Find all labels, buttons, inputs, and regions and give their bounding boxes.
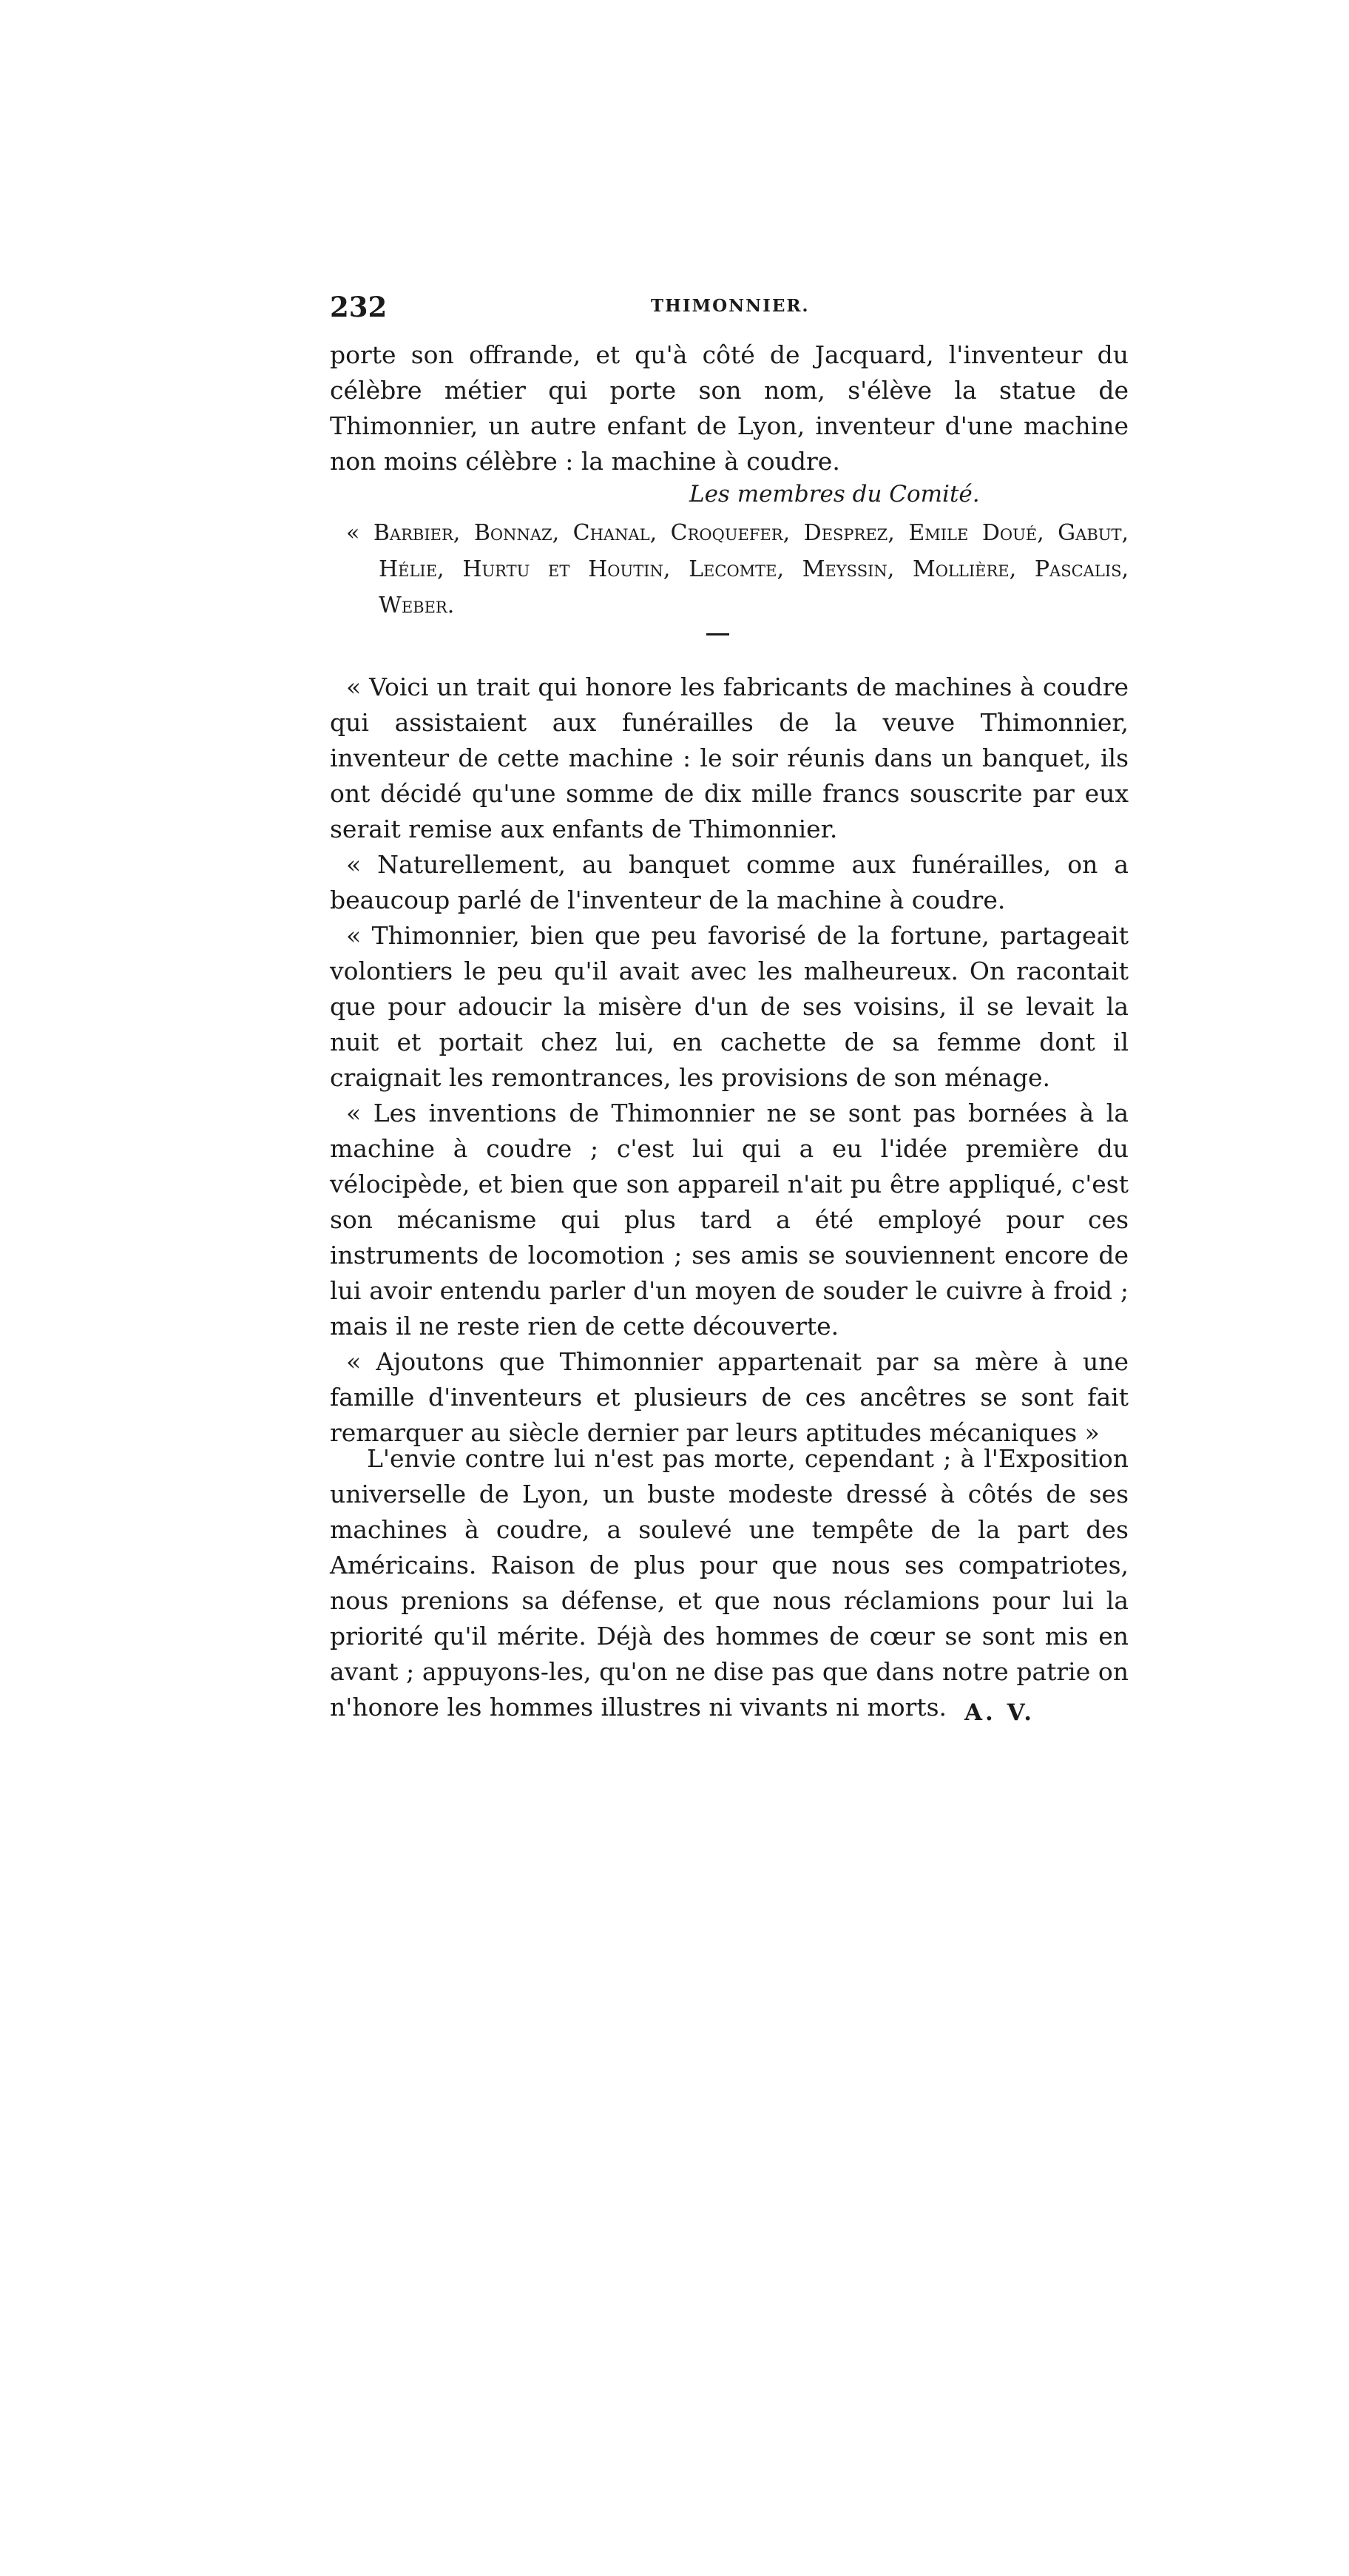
quote-paragraph: « Thimonnier, bien que peu favorisé de la fortune, partageait volontiers le peu qu'il avait avec les malheureux. On racontait que pour adoucir la misère d'un de ses voisins, il se levait la nuit et portait chez lui, en cachette de sa femme dont il craignait les remontrances, les provisions de son ménage. (330, 921, 1129, 1092)
intro-paragraph: porte son offrande, et qu'à côté de Jacquard, l'inventeur du célèbre métier qui porte son nom, s'élève la statue de Thimonnier, un autre enfant de Lyon, inventeur d'une machine non moins célèbre : la machine à coudre. (330, 340, 1129, 476)
quote-paragraph: « Voici un trait qui honore les fabricants de machines à coudre qui assistaient aux funérailles de la veuve Thimonnier, inventeur de cette machine : le soir réunis dans un banquet, ils ont décidé qu'une somme de dix mille francs souscrite par eux serait remise aux enfants de Thimonnier. (330, 672, 1129, 843)
quote-paragraph: « Naturellement, au banquet comme aux funérailles, on a beaucoup parlé de l'inventeur de la machine à coudre. (330, 850, 1129, 914)
signature-names: « Barbier, Bonnaz, Chanal, Croquefer, Desprez, Emile Doué, Gabut, Hélie, Hurtu et Houtin, Lecomte, Meyssin, Mollière, Pascalis, Weber. (346, 520, 1129, 618)
section-separator (706, 633, 729, 635)
closing-paragraph: L'envie contre lui n'est pas morte, cependant ; à l'Exposition universelle de Lyon, un buste modeste dressé à côtés de ses machines à coudre, a soulevé une tempête de la part des Américains. Raison de plus pour que nous ses compatriotes, nous prenions sa défense, et que nous réclamions pour lui la priorité qu'il mérite. Déjà des hommes de cœur se sont mis en avant ; appuyons-les, qu'on ne dise pas que dans notre patrie on n'honore les hommes illustres ni vivants ni morts. (330, 1444, 1129, 1722)
running-head (330, 291, 1129, 326)
quote-paragraph: « Les inventions de Thimonnier ne se sont pas bornées à la machine à coudre ; c'est lui qui a eu l'idée première du vélocipède, et bien que son appareil n'ait pu être appliqué, c'est son mécanisme qui plus tard a été employé pour ces instruments de locomotion ; ses amis se souviennent encore de lui avoir entendu parler d'un moyen de souder le cuivre à froid ; mais il ne reste rien de cette découverte. (330, 1099, 1129, 1341)
page-number: 232 (330, 291, 388, 323)
quoted-article (330, 670, 1129, 1451)
quote-paragraph: « Ajoutons que Thimonnier appartenait par sa mère à une famille d'inventeurs et plusieurs de ces ancêtres se sont fait remarquer au siècle dernier par leurs aptitudes mécaniques » (330, 1347, 1129, 1447)
author-signature: A. V. (964, 1699, 1035, 1726)
closing-section (330, 1441, 1129, 1725)
running-title: THIMONNIER. (651, 296, 810, 316)
signature-label: Les membres du Comité. (689, 481, 980, 508)
